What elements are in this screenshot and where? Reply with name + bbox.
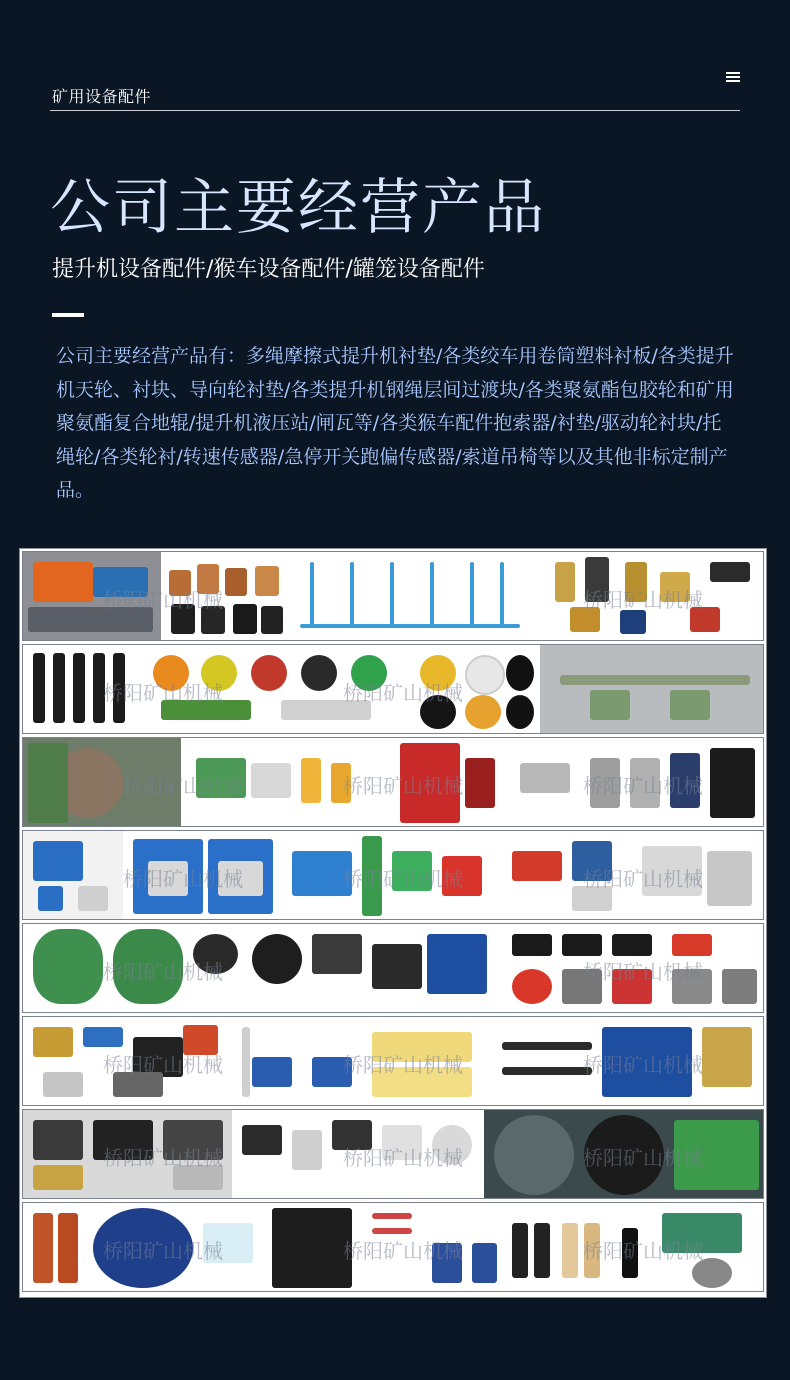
accent-divider: [52, 313, 84, 317]
product-image: [492, 1017, 763, 1105]
watermark: 桥阳矿山机械: [343, 1239, 463, 1263]
gallery-row: [22, 830, 764, 920]
product-image: [181, 738, 380, 826]
product-image: [222, 1017, 491, 1105]
watermark: 桥阳矿山机械: [103, 1146, 223, 1170]
product-image: [540, 645, 763, 733]
page-title: 公司主要经营产品: [50, 173, 546, 243]
gallery-row: [22, 1202, 764, 1292]
product-image: [23, 738, 181, 826]
product-image: [161, 552, 291, 640]
gallery-row: [22, 737, 764, 827]
gallery-row: [22, 923, 764, 1013]
product-image: [540, 552, 763, 640]
product-gallery: [19, 548, 767, 1298]
product-image: [23, 645, 141, 733]
watermark: 桥阳矿山机械: [103, 1239, 223, 1263]
watermark: 桥阳矿山机械: [583, 1053, 703, 1077]
intro-paragraph: 公司主要经营产品有：多绳摩擦式提升机衬垫/各类绞车用卷筒塑料衬板/各类提升机天轮、衬块、导向轮衬垫/各类提升机钢绳层间过渡块/各类聚氨酯包胶轮和矿用聚氨酯复合地辊/提升机液压站/闸瓦等/各类猴车配件抱索器/衬垫/驱动轮衬块/托绳轮/各类轮衬/转速传感器/急停开关跑偏传感器/索道吊椅等以及其他非标定制产品。: [56, 345, 734, 501]
product-image: [502, 1203, 763, 1291]
watermark: 桥阳矿山机械: [583, 960, 703, 984]
product-image: [23, 1017, 222, 1105]
product-image: [123, 831, 283, 919]
watermark: 桥阳矿山机械: [343, 774, 463, 798]
product-image: [290, 552, 539, 640]
watermark: 桥阳矿山机械: [103, 681, 223, 705]
page-subtitle: 提升机设备配件/猴车设备配件/罐笼设备配件: [52, 257, 485, 282]
watermark: 桥阳矿山机械: [583, 867, 703, 891]
watermark: 桥阳矿山机械: [583, 1239, 703, 1263]
watermark: 桥阳矿山机械: [583, 1146, 703, 1170]
product-image: [410, 645, 540, 733]
product-image: [23, 552, 161, 640]
product-image: [282, 831, 491, 919]
product-image: [502, 924, 763, 1012]
gallery-row: [22, 1109, 764, 1199]
watermark: 桥阳矿山机械: [343, 681, 463, 705]
watermark: 桥阳矿山机械: [123, 867, 243, 891]
menu-icon[interactable]: [726, 70, 740, 84]
site-title: 矿用设备配件: [52, 87, 152, 106]
watermark: 桥阳矿山机械: [583, 588, 703, 612]
product-image: [380, 738, 510, 826]
product-image: [23, 924, 242, 1012]
watermark: 桥阳矿山机械: [123, 774, 243, 798]
gallery-row: [22, 1016, 764, 1106]
gallery-row: [22, 551, 764, 641]
watermark: 桥阳矿山机械: [103, 588, 223, 612]
watermark: 桥阳矿山机械: [583, 774, 703, 798]
watermark: 桥阳矿山机械: [103, 960, 223, 984]
watermark: 桥阳矿山机械: [343, 867, 463, 891]
watermark: 桥阳矿山机械: [343, 1146, 463, 1170]
product-image: [23, 1203, 262, 1291]
product-image: [262, 1203, 501, 1291]
product-image: [141, 645, 410, 733]
product-image: [232, 1110, 483, 1198]
watermark: 桥阳矿山机械: [343, 1053, 463, 1077]
watermark: 桥阳矿山机械: [103, 1053, 223, 1077]
product-image: [23, 1110, 232, 1198]
product-image: [242, 924, 501, 1012]
product-image: [492, 831, 763, 919]
product-image: [23, 831, 123, 919]
gallery-row: [22, 644, 764, 734]
product-image: [510, 738, 763, 826]
product-image: [484, 1110, 763, 1198]
header-bar: [50, 80, 740, 111]
